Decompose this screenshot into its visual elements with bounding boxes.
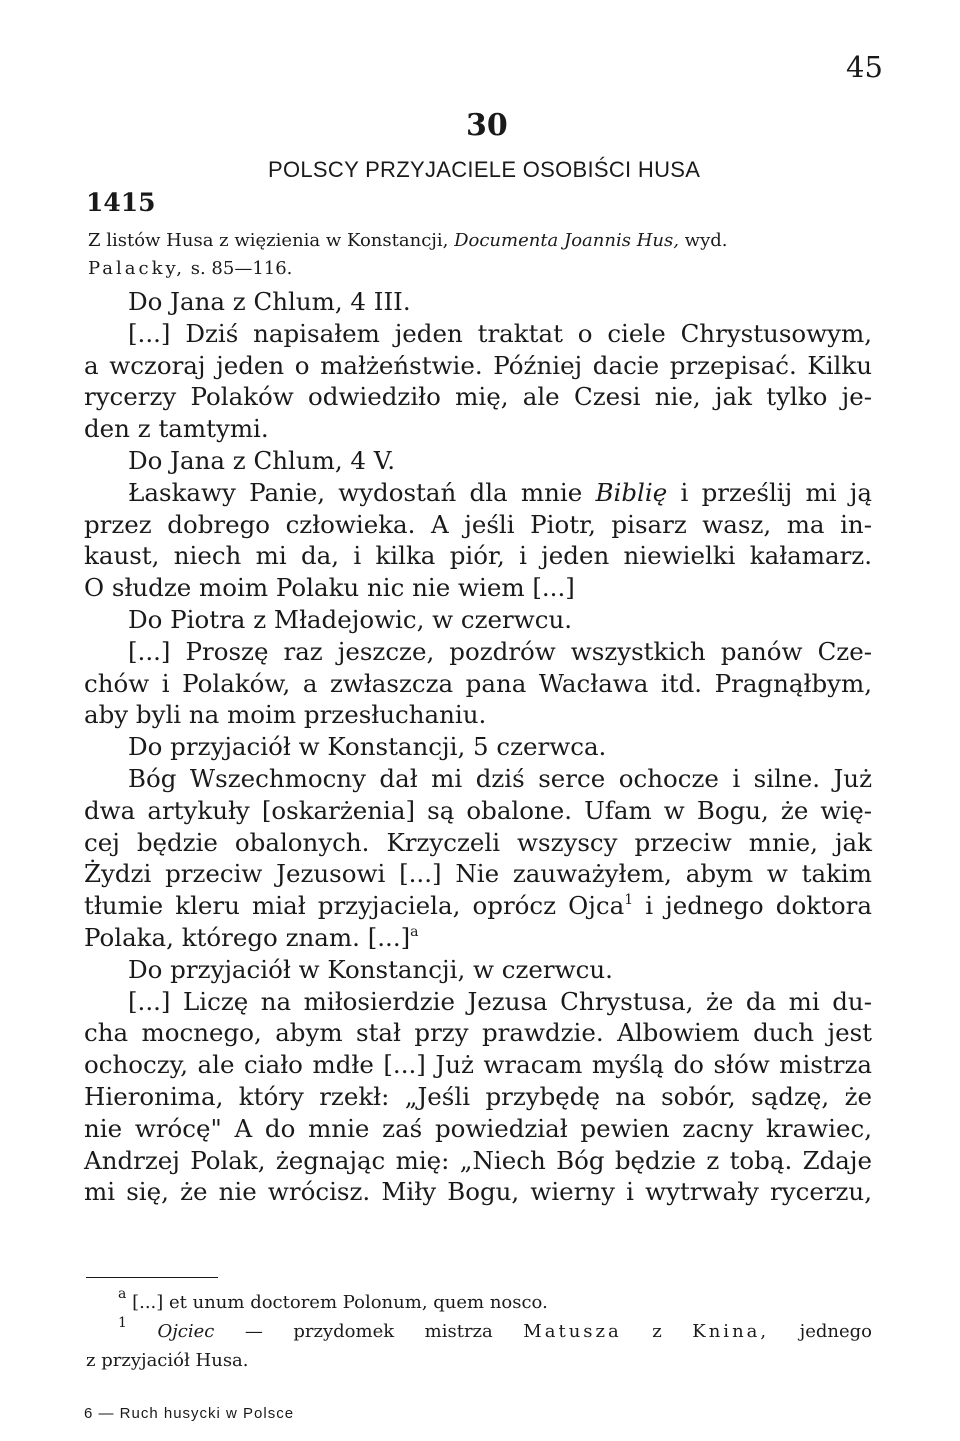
- footnote-1-continued: z przyjaciół Husa.: [86, 1350, 249, 1371]
- text-line: Hieronima, który rzekł: „Jeśli przybędę na sobór, sądzę, że: [84, 1081, 872, 1111]
- printer-signature: 6 — Ruch husycki w Polsce: [84, 1405, 295, 1422]
- footnote-rule: [86, 1277, 218, 1278]
- text-line: cej będzie obalonych. Krzyczeli wszyscy przeciw mnie, jak: [84, 827, 872, 857]
- text-line: Andrzej Polak, żegnając mię: „Niech Bóg będzie z tobą. Zdaje: [84, 1145, 872, 1175]
- footnotes: [86, 1288, 872, 1375]
- text-line: Polaka, którego znam. [...]$^a$: [84, 922, 419, 952]
- text-line: aby byli na moim przesłuchaniu.: [84, 700, 487, 730]
- text-line: a wczoraj jeden o małżeństwie. Później dacie przepisać. Kilku: [84, 350, 872, 380]
- text-line: nie wrócę" A do mnie zaś powiedział pewien zacny krawiec,: [84, 1113, 872, 1143]
- text-line: Bóg Wszechmocny dał mi dziś serce ochocze i silne. Już: [128, 763, 872, 793]
- text-line: chów i Polaków, a zwłaszcza pana Wacława itd. Pragnąłbym,: [84, 668, 872, 698]
- page-number: 45: [846, 50, 883, 84]
- letter-excerpts: [84, 286, 872, 1208]
- section-title: POLSCY PRZYJACIELE OSOBIŚCI HUSA: [268, 157, 701, 182]
- text-line: Łaskawy Panie, wydostań dla mnie Biblię i prześlij mi ją: [128, 477, 873, 507]
- letter-heading: Do przyjaciół w Konstancji, w czerwcu.: [128, 954, 613, 984]
- year-heading: 1415: [86, 188, 156, 217]
- text-line: [...] Liczę na miłosierdzie Jezusa Chrystusa, że da mi du-: [128, 986, 872, 1016]
- source-line-1: Z listów Husa z więzienia w Konstancji, Documenta Joannis Hus, wyd.: [88, 230, 728, 251]
- text-line: tłumie kleru miał przyjaciela, oprócz Ojca$^1$ i jednego doktora: [84, 891, 872, 921]
- text-line: dwa artykuły [oskarżenia] są obalone. Ufam w Bogu, że wię-: [84, 795, 872, 825]
- footnote-ref: a: [410, 923, 419, 940]
- text-line: rycerzy Polaków odwiedziło mię, ale Czesi nie, jak tylko je-: [84, 382, 872, 412]
- document-number: 30: [466, 108, 508, 143]
- letter-heading: Do przyjaciół w Konstancji, 5 czerwca.: [128, 732, 607, 762]
- text-line: cha mocnego, abym stał przy prawdzie. Albowiem duch jest: [84, 1018, 872, 1048]
- text-line: ochoczy, ale ciało mdłe [...] Już wracam myślą do słów mistrza: [84, 1050, 872, 1080]
- letter-heading: Do Jana z Chlum, 4 III.: [128, 287, 411, 316]
- text-line: O słudze moim Polaku nic nie wiem [...]: [84, 573, 575, 603]
- source-line-2: Palacky, s. 85—116.: [88, 258, 293, 279]
- letter-heading: Do Jana z Chlum, 4 V.: [128, 445, 395, 475]
- footnote-a: $^a$ [...] et unum doctorem Polonum, quem nosco.: [118, 1286, 548, 1313]
- text-line: Żydzi przeciw Jezusowi [...] Nie zauważyłem, abym w takim: [84, 859, 872, 889]
- text-line: przez dobrego człowieka. A jeśli Piotr, pisarz wasz, ma in-: [84, 509, 872, 539]
- text-line: kaust, niech mi da, i kilka piór, i jeden niewielki kałamarz.: [84, 541, 872, 571]
- text-line: [...] Dziś napisałem jeden traktat o ciele Chrystusowym,: [128, 318, 872, 348]
- footnote-1: $^1$ Ojciec — przydomek mistrza Matusza z Knina, jednego: [118, 1315, 872, 1342]
- letter-heading: Do Piotra z Mładejowic, w czerwcu.: [128, 604, 573, 634]
- text-line: den z tamtymi.: [84, 414, 269, 444]
- text-line: [...] Proszę raz jeszcze, pozdrów wszystkich panów Cze-: [128, 636, 872, 666]
- footnote-ref: 1: [624, 892, 634, 909]
- text-line: mi się, że nie wrócisz. Miły Bogu, wierny i wytrwały rycerzu,: [84, 1177, 872, 1207]
